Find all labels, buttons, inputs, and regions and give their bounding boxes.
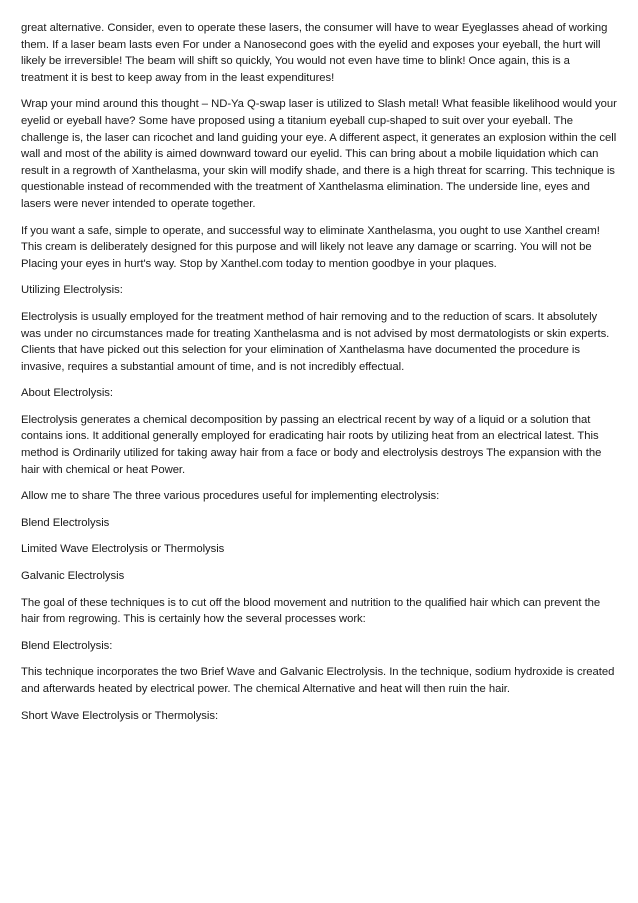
paragraph-laser-risks: great alternative. Consider, even to operate these lasers, the consumer will have to wear Eyeglasses ahead of working them. If a laser beam lasts even For under a Nanosecond goes with the eyelid and exposes your eyeball, the hurt will likely be irreversible! The beam will shift so quickly, You would not even have time to blink! Once again, this is a treatment it is best to keep away from in the least expenditures! (21, 22, 608, 84)
document-page (21, 20, 619, 734)
paragraph-electrolysis-description: Electrolysis generates a chemical decomposition by passing an electrical recent by way of a liquid or a solution that contains ions. It additional generally employed for eradicating hair roots by utilizing heat from an electrical latest. This method is Ordinarily utilized for taking away hair from a face or body and electrolysis destroys The expansion with the hair with chemical or heat Power. (21, 413, 602, 476)
list-item-blend: Blend Electrolysis (21, 516, 110, 529)
heading-blend-electrolysis: Blend Electrolysis: (21, 639, 113, 652)
paragraph-blend-technique: This technique incorporates the two Brief Wave and Galvanic Electrolysis. In the technique, sodium hydroxide is created and afterwards heated by electrical power. The chemical Alternative and heat will then ruin the hair. (21, 666, 615, 695)
heading-about-electrolysis: About Electrolysis: (21, 387, 113, 400)
list-item-limited-wave: Limited Wave Electrolysis or Thermolysis (21, 543, 225, 556)
paragraph-techniques-goal: The goal of these techniques is to cut off the blood movement and nutrition to the qualified hair which can prevent the hair from regrowing. This is certainly how the several processes work: (21, 596, 601, 626)
paragraph-electrolysis-usage: Electrolysis is usually employed for the treatment method of hair removing and to the reduction of scars. It absolutely was under no circumstances made for treating Xanthelasma and is not advised by most dermatologists or skin experts. Clients that have picked out this selection for your elimination of Xanthelasma have documented the procedure is invasive, requires a substantial amount of time, and is not incredibly effectual. (21, 310, 610, 373)
heading-short-wave: Short Wave Electrolysis or Thermolysis: (21, 709, 219, 722)
paragraph-procedures-intro: Allow me to share The three various procedures useful for implementing electrolysis: (21, 490, 440, 503)
list-item-galvanic: Galvanic Electrolysis (21, 570, 125, 583)
heading-utilizing-electrolysis: Utilizing Electrolysis: (21, 284, 123, 297)
paragraph-xanthel-cream: If you want a safe, simple to operate, and successful way to eliminate Xanthelasma, you ought to use Xanthel cream! This cream is deliberately designed for this purpose and will likely not leave any damage or scarring. You will not be Placing your eyes in hurt's way. Stop by Xanthel.com today to mention goodbye in your plaques. (21, 224, 600, 270)
paragraph-nd-yag-laser: Wrap your mind around this thought – ND-Ya Q-swap laser is utilized to Slash metal! What feasible likelihood would your eyelid or eyeball have? Some have proposed using a titanium eyeball cup-shaped to suit over your eyeball. The challenge is, the laser can ricochet and land guiding your eye. A different aspect, it generates an explosion within the cell wall and most of the ability is aimed downward toward our eyelid. This can bring about a mobile liquidation which can result in a regrowth of Xanthelasma, your skin will modify shade, and there is a high threat for scarring. This technique is questionable instead of recommended with the treatment of Xanthelasma elimination. The underside line, eyes and lasers were never intended to operate together. (21, 98, 617, 210)
